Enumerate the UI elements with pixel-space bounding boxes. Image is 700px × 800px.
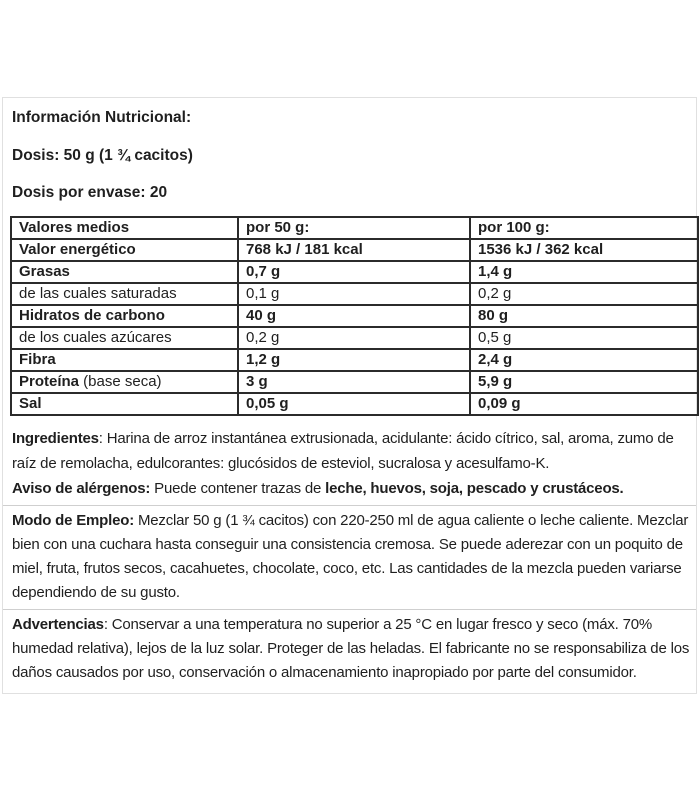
row-per-100g: 1,4 g xyxy=(470,261,698,283)
usage-paragraph xyxy=(12,509,690,605)
table-row xyxy=(11,239,698,261)
ingredients-body: : Harina de arroz instantánea extrusionada, acidulante: ácido cítrico, sal, aroma, zumo de raíz de remolacha, edulcorantes: glucósidos de esteviol, sucralosa y acesulfamo-K. xyxy=(12,430,674,472)
row-per-100g: 5,9 g xyxy=(470,371,698,393)
row-label: Sal xyxy=(11,393,238,415)
row-label: Valor energético xyxy=(11,239,238,261)
allergens-bold-list: leche, huevos, soja, pescado y crustáceos. xyxy=(325,480,624,497)
warnings-lead: Advertencias xyxy=(12,616,104,633)
row-label: de las cuales saturadas xyxy=(11,283,238,305)
usage-body: Mezclar 50 g (1 ¾ cacitos) con 220-250 ml de agua caliente o leche caliente. Mezclar bien con una cuchara hasta conseguir una consistencia cremosa. Se puede aderezar con un poquito de miel, fruta, frutos secos, cacahuetes, chocolate, coco, etc. Las cantidades de la mezcla pueden variarse dependiendo de su gusto. xyxy=(12,512,689,601)
table-row xyxy=(11,261,698,283)
row-per-50g: 0,1 g xyxy=(238,283,470,305)
row-per-50g: 40 g xyxy=(238,305,470,327)
label-title: Información Nutricional: xyxy=(12,109,192,126)
table-row xyxy=(11,327,698,349)
row-label: de los cuales azúcares xyxy=(11,327,238,349)
table-header-row xyxy=(11,217,698,239)
section-divider xyxy=(3,609,696,610)
header-valores-medios: Valores medios xyxy=(11,217,238,239)
section-divider xyxy=(3,505,696,506)
row-per-50g: 768 kJ / 181 kcal xyxy=(238,239,470,261)
table-row xyxy=(11,393,698,415)
row-label: Fibra xyxy=(11,349,238,371)
row-per-100g: 1536 kJ / 362 kcal xyxy=(470,239,698,261)
allergens-lead: Aviso de alérgenos: xyxy=(12,480,151,497)
table-row xyxy=(11,305,698,327)
ingredients-paragraph xyxy=(12,426,690,476)
warnings-paragraph xyxy=(12,613,690,685)
header-por-50g: por 50 g: xyxy=(238,217,470,239)
row-per-50g: 1,2 g xyxy=(238,349,470,371)
table-row xyxy=(11,349,698,371)
row-label: Grasas xyxy=(11,261,238,283)
row-per-50g: 0,05 g xyxy=(238,393,470,415)
ingredients-lead: Ingredientes xyxy=(12,430,99,447)
row-per-100g: 2,4 g xyxy=(470,349,698,371)
nutrition-label-panel xyxy=(2,97,697,694)
row-per-50g: 0,2 g xyxy=(238,327,470,349)
header-por-100g: por 100 g: xyxy=(470,217,698,239)
row-per-100g: 0,5 g xyxy=(470,327,698,349)
nutrition-table xyxy=(10,216,699,416)
row-label-main: Proteína xyxy=(19,373,80,390)
table-row xyxy=(11,283,698,305)
row-label xyxy=(11,371,238,393)
allergens-body: Puede contener trazas de xyxy=(150,480,326,497)
usage-lead: Modo de Empleo: xyxy=(12,512,134,529)
row-label-suffix: (base seca) xyxy=(79,373,162,390)
servings-line: Dosis por envase: 20 xyxy=(12,184,168,201)
row-per-50g: 0,7 g xyxy=(238,261,470,283)
allergens-paragraph xyxy=(12,476,690,501)
row-label: Hidratos de carbono xyxy=(11,305,238,327)
table-row xyxy=(11,371,698,393)
dose-line: Dosis: 50 g (1 ¾ cacitos) xyxy=(12,147,193,164)
row-per-100g: 0,09 g xyxy=(470,393,698,415)
row-per-50g: 3 g xyxy=(238,371,470,393)
warnings-body: : Conservar a una temperatura no superior a 25 °C en lugar fresco y seco (máx. 70% humedad relativa), lejos de la luz solar. Proteger de las heladas. El fabricante no se responsabiliza de los daños causados por uso, conservación o almacenamiento inapropiado por parte del consumidor. xyxy=(12,616,690,681)
row-per-100g: 0,2 g xyxy=(470,283,698,305)
row-per-100g: 80 g xyxy=(470,305,698,327)
